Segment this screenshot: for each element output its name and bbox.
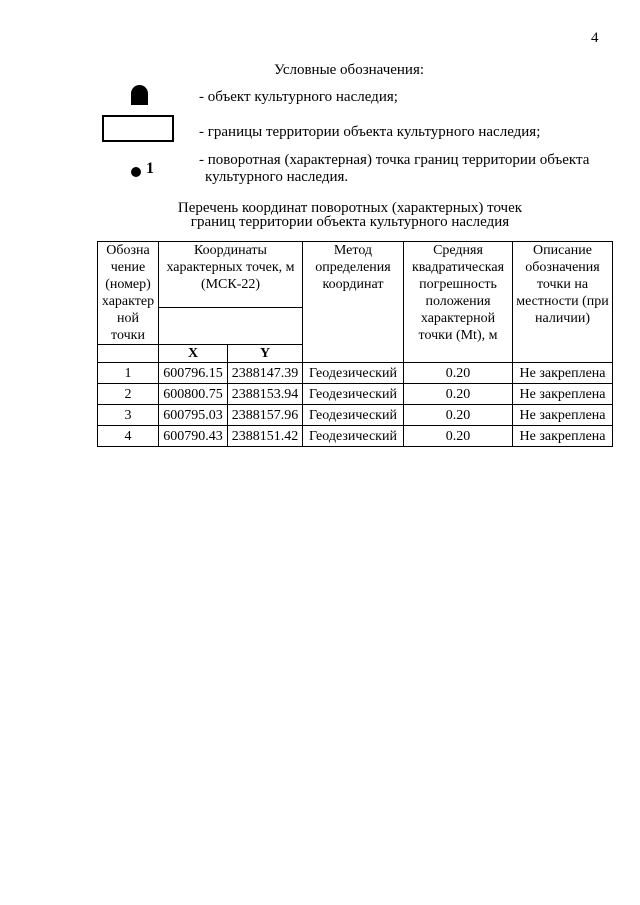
header-error: Средняя квадратическая погрешность положения характерной точки (Mt), м bbox=[404, 242, 513, 363]
cell-x: 600790.43 bbox=[159, 426, 228, 447]
cell-method: Геодезический bbox=[303, 426, 404, 447]
cell-method: Геодезический bbox=[303, 363, 404, 384]
coordinates-table bbox=[97, 241, 613, 447]
cell-error: 0.20 bbox=[404, 426, 513, 447]
cell-error: 0.20 bbox=[404, 363, 513, 384]
cell-method: Геодезический bbox=[303, 384, 404, 405]
cell-point: 1 bbox=[98, 363, 159, 384]
cell-y: 2388151.42 bbox=[228, 426, 303, 447]
cell-y: 2388147.39 bbox=[228, 363, 303, 384]
page-number: 4 bbox=[591, 30, 599, 46]
cell-y: 2388157.96 bbox=[228, 405, 303, 426]
cell-x: 600796.15 bbox=[159, 363, 228, 384]
table-caption-line2: границ территории объекта культурного наследия bbox=[190, 214, 510, 230]
cell-error: 0.20 bbox=[404, 384, 513, 405]
cell-description: Не закреплена bbox=[513, 363, 613, 384]
header-x: X bbox=[159, 345, 228, 363]
cell-error: 0.20 bbox=[404, 405, 513, 426]
header-point: Обозна чение (номер) характер ной точки bbox=[98, 242, 159, 345]
legend-item-boundary: - границы территории объекта культурного наследия; bbox=[199, 124, 541, 140]
table-row bbox=[98, 405, 613, 426]
territory-boundary-icon bbox=[102, 115, 174, 142]
header-description: Описание обозначения точки на местности (при наличии) bbox=[513, 242, 613, 363]
header-coordinates: Координаты характерных точек, м (МСК-22) bbox=[159, 242, 303, 308]
cell-description: Не закреплена bbox=[513, 405, 613, 426]
cell-description: Не закреплена bbox=[513, 426, 613, 447]
header-method: Метод определения координат bbox=[303, 242, 404, 363]
table-row bbox=[98, 363, 613, 384]
cell-description: Не закреплена bbox=[513, 384, 613, 405]
cell-point: 2 bbox=[98, 384, 159, 405]
legend-item-object: - объект культурного наследия; bbox=[199, 89, 398, 105]
cell-method: Геодезический bbox=[303, 405, 404, 426]
cell-y: 2388153.94 bbox=[228, 384, 303, 405]
cell-point: 4 bbox=[98, 426, 159, 447]
header-y: Y bbox=[228, 345, 303, 363]
header-coordinates-spacer bbox=[159, 308, 303, 345]
cell-x: 600800.75 bbox=[159, 384, 228, 405]
cell-point: 3 bbox=[98, 405, 159, 426]
legend-item-turning-point-line2: культурного наследия. bbox=[205, 169, 349, 185]
table-row bbox=[98, 384, 613, 405]
cell-x: 600795.03 bbox=[159, 405, 228, 426]
header-point-spacer bbox=[98, 345, 159, 363]
turning-point-marker-label: 1 bbox=[146, 160, 154, 177]
table-row bbox=[98, 426, 613, 447]
legend-item-turning-point-line1: - поворотная (характерная) точка границ территории объекта bbox=[199, 152, 590, 168]
turning-point-icon bbox=[131, 167, 141, 177]
legend-title: Условные обозначения: bbox=[274, 62, 425, 78]
table-caption-line1: Перечень координат поворотных (характерных) точек bbox=[177, 200, 523, 216]
legend-item-turning-point bbox=[199, 152, 609, 186]
cultural-heritage-object-icon bbox=[131, 85, 148, 105]
